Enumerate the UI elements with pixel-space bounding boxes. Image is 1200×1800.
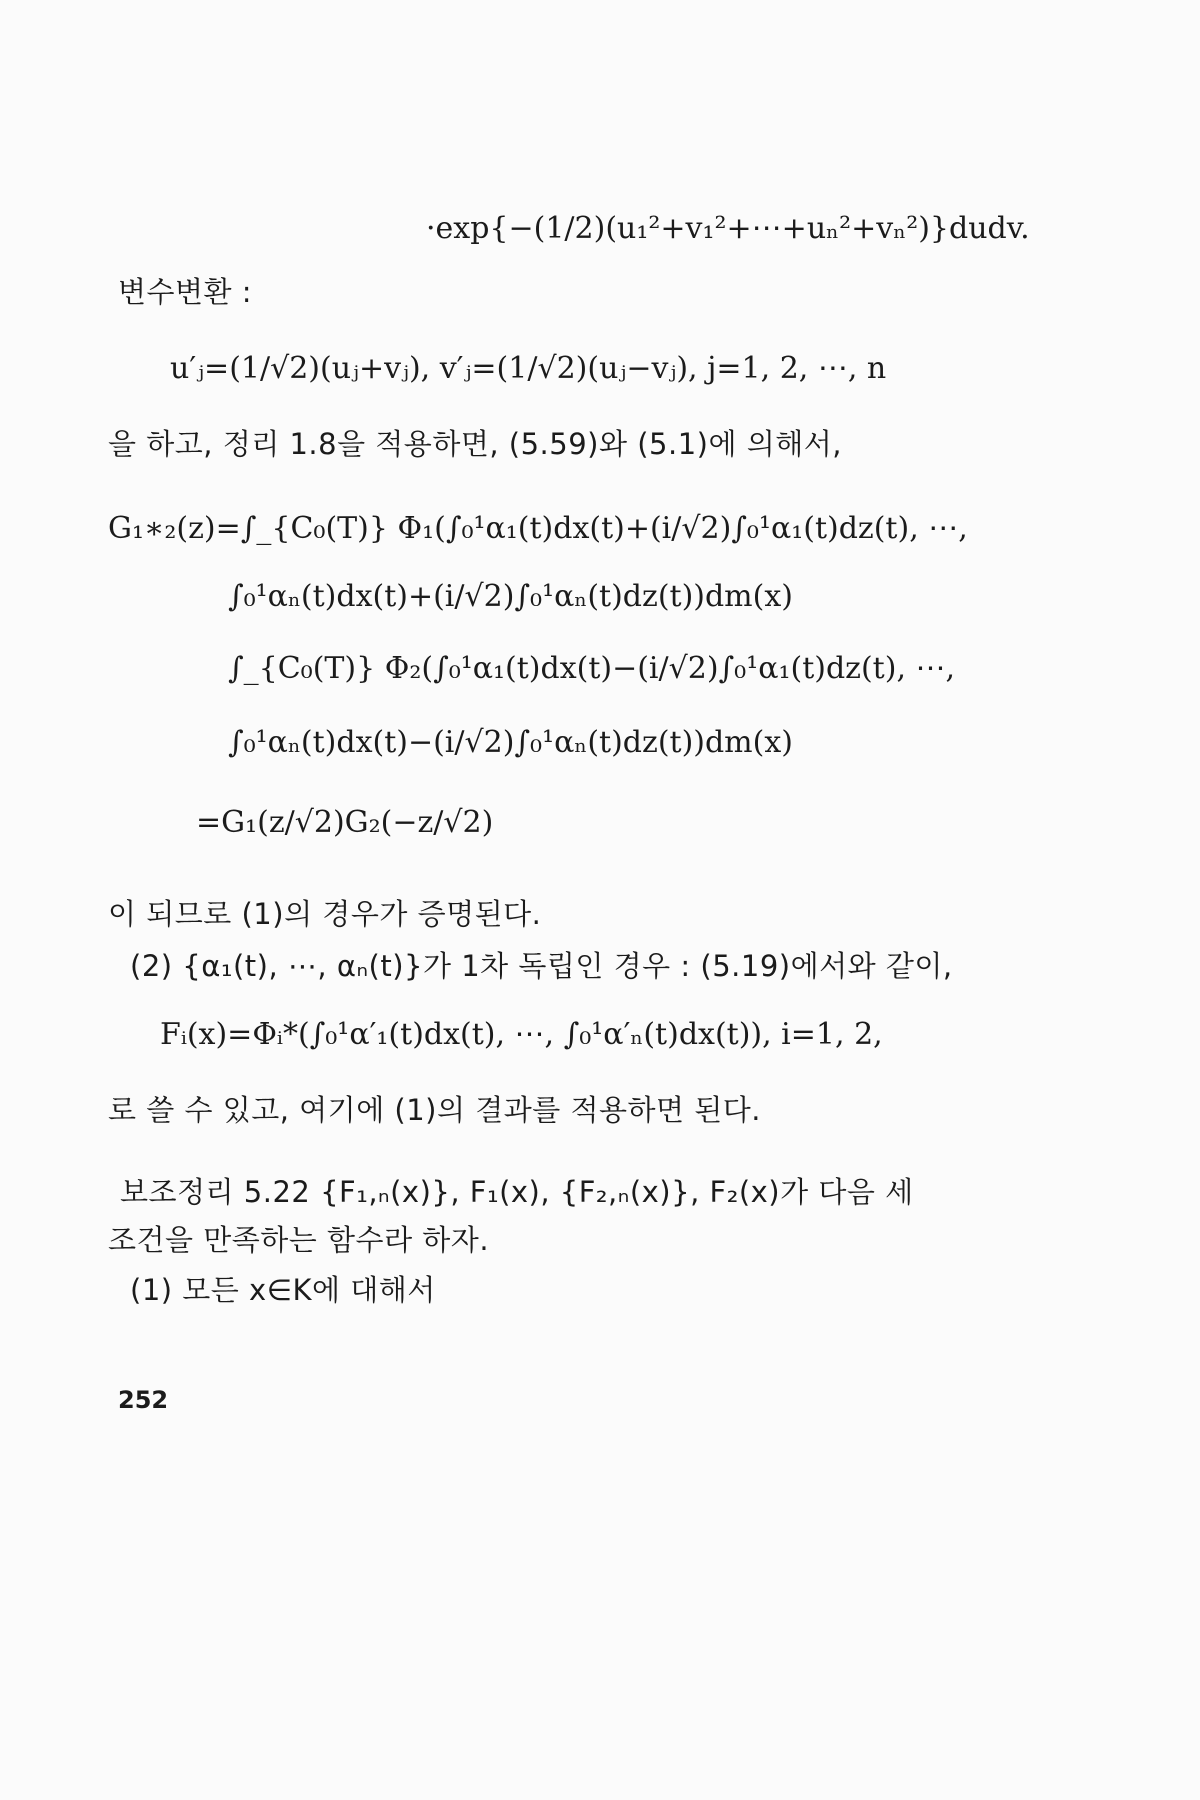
variable-change-formula: u′ⱼ=(1/√2)(uⱼ+vⱼ), v′ⱼ=(1/√2)(uⱼ−vⱼ), j=1, 2, ⋯, n [170, 351, 887, 386]
g-convolution-line-2: ∫₀¹αₙ(t)dx(t)+(i/√2)∫₀¹αₙ(t)dz(t))dm(x) [228, 579, 793, 614]
lemma-condition-1: (1) 모든 x∈K에 대해서 [130, 1273, 436, 1307]
g-convolution-line-3: ∫_{C₀(T)} Φ₂(∫₀¹α₁(t)dx(t)−(i/√2)∫₀¹α₁(t)dz(t), ⋯, [228, 651, 956, 686]
g-convolution-result: =G₁(z/√2)G₂(−z/√2) [196, 805, 494, 840]
f-i-formula: Fᵢ(x)=Φᵢ*(∫₀¹α′₁(t)dx(t), ⋯, ∫₀¹α′ₙ(t)dx(t)), i=1, 2, [160, 1017, 883, 1052]
apply-theorem-text: 을 하고, 정리 1.8을 적용하면, (5.59)와 (5.1)에 의해서, [108, 427, 842, 461]
case-1-conclusion: 이 되므로 (1)의 경우가 증명된다. [108, 897, 542, 931]
case-2-intro: (2) {α₁(t), ⋯, αₙ(t)}가 1차 독립인 경우 : (5.19)에서와 같이, [130, 949, 953, 983]
case-2-conclusion: 로 쓸 수 있고, 여기에 (1)의 결과를 적용하면 된다. [108, 1093, 762, 1127]
variable-change-heading: 변수변환 : [118, 275, 253, 309]
page-number: 252 [118, 1386, 169, 1414]
lemma-5-22-line-1: 보조정리 5.22 {F₁,ₙ(x)}, F₁(x), {F₂,ₙ(x)}, F₂(x)가 다음 세 [120, 1175, 914, 1209]
g-convolution-line-1: G₁∗₂(z)=∫_{C₀(T)} Φ₁(∫₀¹α₁(t)dx(t)+(i/√2)∫₀¹α₁(t)dz(t), ⋯, [108, 511, 968, 546]
exp-formula-line: ·exp{−(1/2)(u₁²+v₁²+⋯+uₙ²+vₙ²)}dudv. [426, 211, 1030, 246]
lemma-5-22-line-2: 조건을 만족하는 함수라 하자. [108, 1223, 490, 1257]
g-convolution-line-4: ∫₀¹αₙ(t)dx(t)−(i/√2)∫₀¹αₙ(t)dz(t))dm(x) [228, 725, 793, 760]
